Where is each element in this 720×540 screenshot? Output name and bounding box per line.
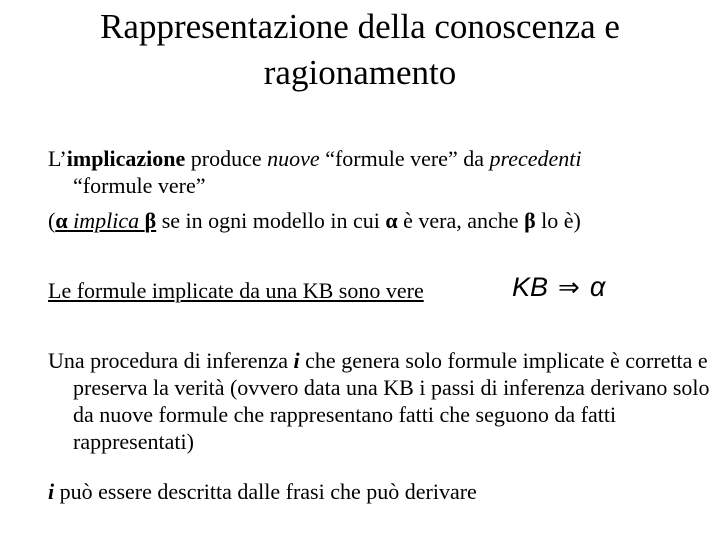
text: è vera, anche (397, 208, 525, 233)
symbol-beta: β (524, 208, 536, 233)
slide-title-line-1: Rappresentazione della conoscenza e (100, 7, 620, 46)
slide-title (0, 4, 720, 96)
text: L’ (48, 146, 67, 171)
symbol-i: i (293, 348, 300, 373)
text: se in ogni modello in cui (156, 208, 386, 233)
symbol-alpha: α (55, 208, 68, 233)
kb-statement: Le formule implicate da una KB sono vere (48, 278, 424, 303)
text: produce (185, 146, 268, 171)
text: “formule vere” da (319, 146, 490, 171)
term-implicazione: implicazione (66, 146, 186, 171)
text: “formule vere” (73, 173, 206, 198)
paragraph-implication (48, 145, 713, 199)
slide-title-line-2: ragionamento (263, 53, 457, 92)
paragraph-definition (48, 207, 688, 234)
emphasis-nuove: nuove (267, 146, 320, 171)
paragraph-inference (48, 347, 713, 455)
symbol-beta: β (144, 208, 157, 233)
formula-alpha: α (589, 272, 606, 302)
entails-arrow-icon: ⇒ (558, 272, 580, 302)
entailment-formula (512, 270, 605, 304)
symbol-i: i (48, 479, 55, 504)
text: che genera solo formule implicate è corretta e preserva la verità (ovvero data una KB i passi di inferenza derivano solo da nuove formule che rappresentano fatti che seguono da fatti rappresentati) (73, 348, 710, 454)
alpha-implica-beta (55, 208, 156, 233)
formula-kb: KB (512, 272, 549, 302)
text: ( (48, 208, 56, 233)
text: lo è) (535, 208, 581, 233)
symbol-alpha: α (385, 208, 398, 233)
text: Una procedura di inferenza (48, 348, 294, 373)
emphasis-implica: implica (67, 208, 145, 233)
paragraph-derivation (48, 478, 688, 505)
text: può essere descritta dalle frasi che può derivare (54, 479, 477, 504)
emphasis-precedenti: precedenti (489, 146, 582, 171)
